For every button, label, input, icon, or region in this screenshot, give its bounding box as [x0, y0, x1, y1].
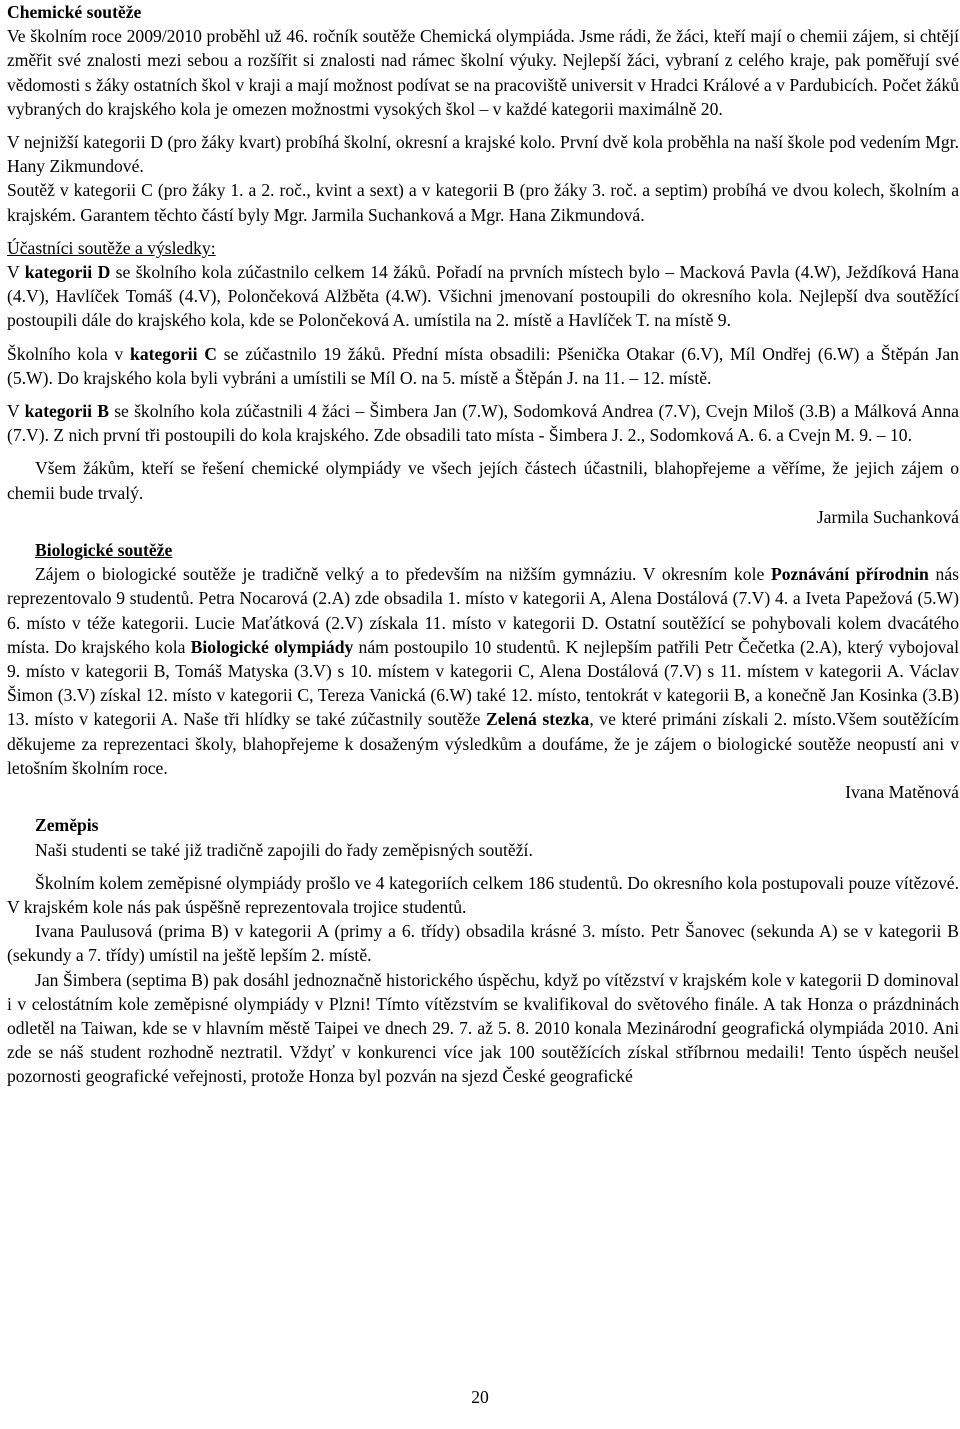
geo-paragraph-3: Jan Šimbera (septima B) pak dosáhl jednoznačně historického úspěchu, když po vítězství v krajském kole v kategorii D dominoval i v celostátním kole zeměpisné olympiády v Plzni! Tímto vítězstvím se kvalifikoval do světového finále. A tak Honza o prázdninách odletěl na Taiwan, kde se v hlavním městě Taipei ve dnech 29. 7. až 5. 8. 2010 konala Mezinárodní geografická olympiáda 2010. Ani zde se náš student rozhodně neztratil. Vždyť v konkurenci více jak 100 soutěžících získal stříbrnou medaili! Tento úspěch neušel pozornosti geografické veřejnosti, protože Honza byl pozván na sjezd České geografické [7, 969, 959, 1087]
chem-category-b [7, 399, 959, 447]
text: , ve které primáni získali 2. místo.Všem soutěžícím děkujeme za reprezentaci školy, blahopřejeme k dosaženým výsledkům a doufáme, že je zájem o biologické soutěže neopustí ani v letošním školním roce. [7, 709, 959, 778]
bio-paragraph [7, 562, 959, 780]
bio-signature: Ivana Matěnová [845, 782, 959, 803]
bio-title: Biologické soutěže [35, 540, 173, 561]
geo-section [7, 813, 959, 861]
text: Zájem o biologické soutěže je tradičně velký a to především na nižším gymnáziu. V okresním kole [35, 564, 771, 585]
geo-title: Zeměpis [35, 815, 99, 836]
geo-paragraph-2: Ivana Paulusová (prima B) v kategorii A (primy a 6. třídy) obsadila krásné 3. místo. Petr Šanovec (sekunda A) se v kategorii B (sekundy a 7. třídy) umístil na ještě lepším 2. místě. [7, 921, 959, 966]
geo-paragraph-1: Školním kolem zeměpisné olympiády prošlo ve 4 kategoriích celkem 186 studentů. Do okresního kola postupovali pouze vítězové. V krajském kole nás pak úspěšně reprezentovala trojice studentů. [7, 872, 959, 917]
bio-section [7, 538, 959, 562]
category-d-label: kategorii D [24, 262, 111, 283]
document-page [7, 0, 959, 1089]
chem-signature: Jarmila Suchanková [816, 506, 959, 527]
chem-category-d [7, 260, 959, 333]
text: V [7, 262, 25, 283]
chem-category-c [7, 342, 959, 390]
chem-closing: Všem žákům, kteří se řešení chemické olympiády ve všech jejích částech účastnili, blahopřejeme a věříme, že jejich zájem o chemii bude trvalý. [7, 458, 959, 503]
chem-results-heading: Účastníci soutěže a výsledky: [7, 237, 216, 258]
bio-competition-2: Biologické olympiády [190, 636, 354, 657]
text: V [7, 401, 25, 422]
text: se školního kola zúčastnili 4 žáci – Šimbera Jan (7.W), Sodomková Andrea (7.V), Cvejn Miloš (3.B) a Málková Anna (7.V). Z nich první tři postoupili do kola krajského. Zde obsadili tato místa - Šimbera J. 2., Sodomková A. 6. a Cvejn M. 9. – 10. [7, 401, 959, 446]
geo-intro: Naši studenti se také již tradičně zapojili do řady zeměpisných soutěží. [35, 839, 533, 860]
page-number: 20 [471, 1387, 489, 1407]
category-b-label: kategorii B [24, 401, 109, 422]
text: se školního kola zúčastnilo celkem 14 žáků. Pořadí na prvních místech bylo – Macková Pavla (4.W), Ježdíková Hana (4.V), Havlíček Tomáš (4.V), Polončeková Alžběta (4.W). Všichni jmenovaní postoupili do okresního kola. Nejlepší dva soutěžící postoupili dále do krajského kola, kde se Polončeková A. umístila na 2. místě a Havlíček T. na místě 9. [7, 262, 959, 331]
bio-competition-3: Zelená stezka [486, 709, 590, 730]
chem-paragraph-3: Soutěž v kategorii C (pro žáky 1. a 2. roč., kvint a sext) a v kategorii B (pro žáky 3. roč. a septim) probíhá ve dvou kolech, školním a krajském. Garantem těchto částí byly Mgr. Jarmila Suchanková a Mgr. Hana Zikmundová. [7, 180, 959, 225]
chem-paragraph-2: V nejnižší kategorii D (pro žáky kvart) probíhá školní, okresní a krajské kolo. První dvě kola proběhla na naší škole pod vedením Mgr. Hany Zikmundové. [7, 132, 959, 177]
category-c-label: kategorii C [130, 343, 217, 364]
bio-competition-1: Poznávání přírodnin [770, 564, 929, 585]
text: Školního kola v [7, 343, 131, 364]
text: nás reprezentovalo 9 studentů. Petra Nocarová (2.A) zde obsadila 1. místo v kategorii A, Alena Dostálová (7.V) 4. a Iveta Papežová (5.W) 6. místo v téže kategorii. Lucie Maťátková (2.V) získala 11. místo v kategorii D. Ostatní soutěžící se pohybovali kolem dvacátého místa. Do krajského kola [7, 564, 959, 657]
text: nám postoupilo 10 studentů. K nejlepším patřili Petr Čečetka (2.A), který vybojoval 9. místo v kategorii B, Tomáš Matyska (3.V) s 10. místem v kategorii C, Alena Dostálová (7.V) s 11. místem v kategorii A. Václav Šimon (3.V) získal 12. místo v kategorii C, Tereza Vanická (6.W) také 12. místo, tentokrát v kategorii B, a konečně Jan Kosinka (3.B) 13. místo v kategorii A. Naše tři hlídky se také zúčastnily soutěže [7, 636, 960, 730]
chem-title: Chemické soutěže [7, 2, 142, 22]
chem-paragraph-1: Ve školním roce 2009/2010 proběhl už 46. ročník soutěže Chemická olympiáda. Jsme rádi, že žáci, kteří mají o chemii zájem, si chtějí změřit své znalosti mezi sebou a rozšířit si znalosti nad rámec školní výuky. Nejlepší žáci, vybraní z celého kraje, pak poměřují své vědomosti s žáky ostatních škol v kraji a mají možnost podívat se na pracoviště universit v Hradci Králové a v Pardubicích. Počet žáků vybraných do krajského kola je omezen možnostmi vysokých škol – v každé kategorii maximálně 20. [7, 26, 959, 119]
text: se zúčastnilo 19 žáků. Přední místa obsadili: Pšenička Otakar (6.V), Míl Ondřej (6.W) a Štěpán Jan (5.W). Do krajského kola byli vybráni a umístili se Míl O. na 5. místě a Štěpán J. na 11. – 12. místě. [7, 343, 959, 388]
